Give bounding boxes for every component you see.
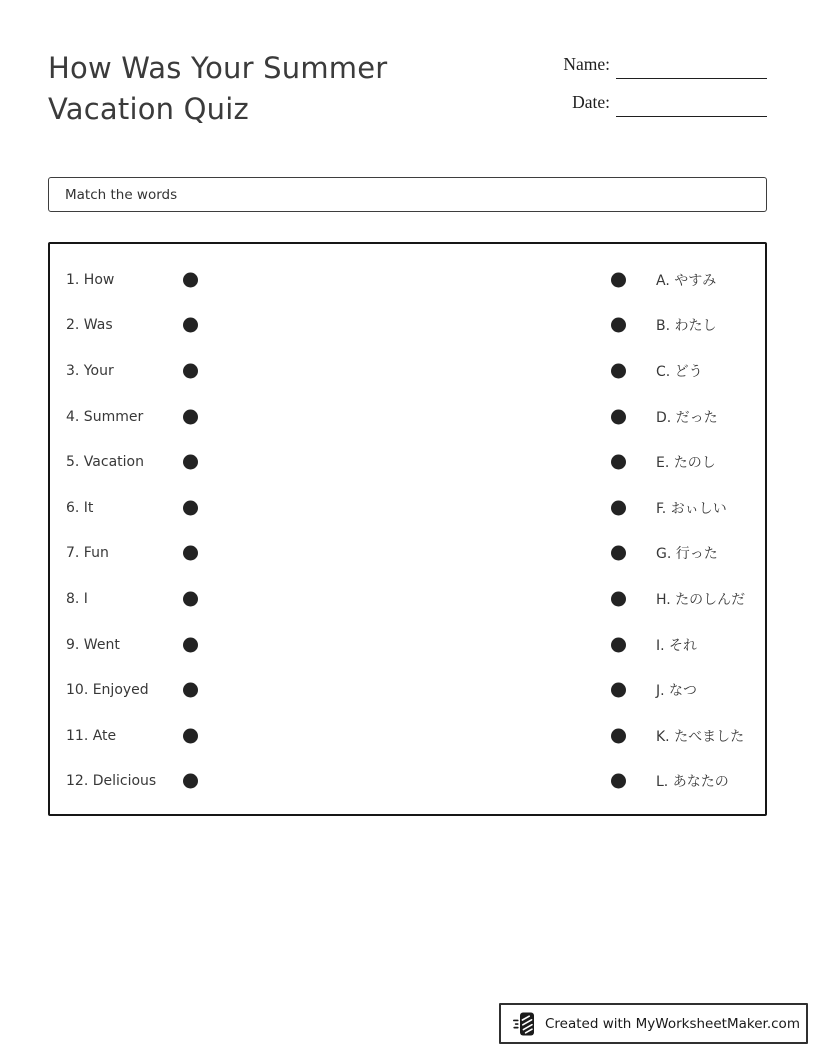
match-dot-left[interactable] (183, 455, 198, 470)
left-term-label: 6. It (66, 499, 94, 516)
right-term-label: J. なつ (656, 683, 698, 700)
match-row (50, 667, 765, 713)
match-row (50, 303, 765, 349)
name-label: Name: (563, 54, 610, 74)
match-dot-right[interactable] (611, 500, 626, 515)
match-row (50, 622, 765, 668)
match-row (50, 531, 765, 577)
match-dot-right[interactable] (611, 455, 626, 470)
instructions-box (48, 177, 767, 212)
left-term-label: 8. I (66, 590, 88, 607)
match-dot-right[interactable] (611, 409, 626, 424)
match-row (50, 394, 765, 440)
match-dot-right[interactable] (611, 272, 626, 287)
match-dot-left[interactable] (183, 318, 198, 333)
matching-rows (50, 257, 765, 804)
page-title: How Was Your Summer Vacation Quiz (48, 51, 388, 126)
date-line[interactable] (616, 116, 767, 117)
match-row (50, 348, 765, 394)
match-dot-left[interactable] (183, 546, 198, 561)
match-dot-left[interactable] (183, 774, 198, 789)
match-dot-left[interactable] (183, 363, 198, 378)
footer-credit-box (499, 1003, 808, 1044)
matching-box (48, 242, 767, 816)
match-dot-right[interactable] (611, 683, 626, 698)
match-dot-right[interactable] (611, 637, 626, 652)
left-term-label: 7. Fun (66, 545, 109, 562)
right-term-label: I. それ (656, 637, 698, 654)
match-dot-right[interactable] (611, 318, 626, 333)
match-dot-right[interactable] (611, 728, 626, 743)
left-term-label: 9. Went (66, 636, 120, 653)
right-term-label: C. どう (656, 363, 703, 380)
match-dot-left[interactable] (183, 409, 198, 424)
match-dot-left[interactable] (183, 728, 198, 743)
match-dot-right[interactable] (611, 546, 626, 561)
left-term-label: 2. Was (66, 317, 113, 334)
right-term-label: K. たべました (656, 728, 745, 745)
match-dot-left[interactable] (183, 272, 198, 287)
match-row (50, 759, 765, 805)
left-term-label: 1. How (66, 271, 115, 288)
right-term-label: G. 行った (656, 546, 718, 563)
right-term-label: B. わたし (656, 318, 717, 335)
match-dot-left[interactable] (183, 683, 198, 698)
left-term-label: 3. Your (66, 362, 114, 379)
match-row (50, 713, 765, 759)
right-term-label: H. たのしんだ (656, 591, 746, 608)
match-row (50, 576, 765, 622)
worksheet-maker-icon (513, 1011, 536, 1037)
match-row (50, 485, 765, 531)
match-row (50, 439, 765, 485)
right-term-label: F. おぃしい (656, 500, 727, 517)
match-row (50, 257, 765, 303)
name-line[interactable] (616, 78, 767, 79)
date-label: Date: (572, 92, 610, 112)
right-term-label: D. だった (656, 409, 718, 426)
right-term-label: L. あなたの (656, 774, 729, 791)
left-term-label: 10. Enjoyed (66, 682, 149, 699)
right-term-label: A. やすみ (656, 272, 717, 289)
left-term-label: 11. Ate (66, 727, 117, 744)
match-dot-left[interactable] (183, 637, 198, 652)
right-term-label: E. たのし (656, 455, 716, 472)
match-dot-right[interactable] (611, 591, 626, 606)
left-term-label: 12. Delicious (66, 773, 157, 790)
match-dot-left[interactable] (183, 591, 198, 606)
match-dot-left[interactable] (183, 500, 198, 515)
footer-credit-text: Created with MyWorksheetMaker.com (545, 1015, 800, 1032)
left-term-label: 5. Vacation (66, 454, 144, 471)
left-term-label: 4. Summer (66, 408, 144, 425)
match-dot-right[interactable] (611, 774, 626, 789)
instructions-text: Match the words (65, 186, 178, 203)
match-dot-right[interactable] (611, 363, 626, 378)
